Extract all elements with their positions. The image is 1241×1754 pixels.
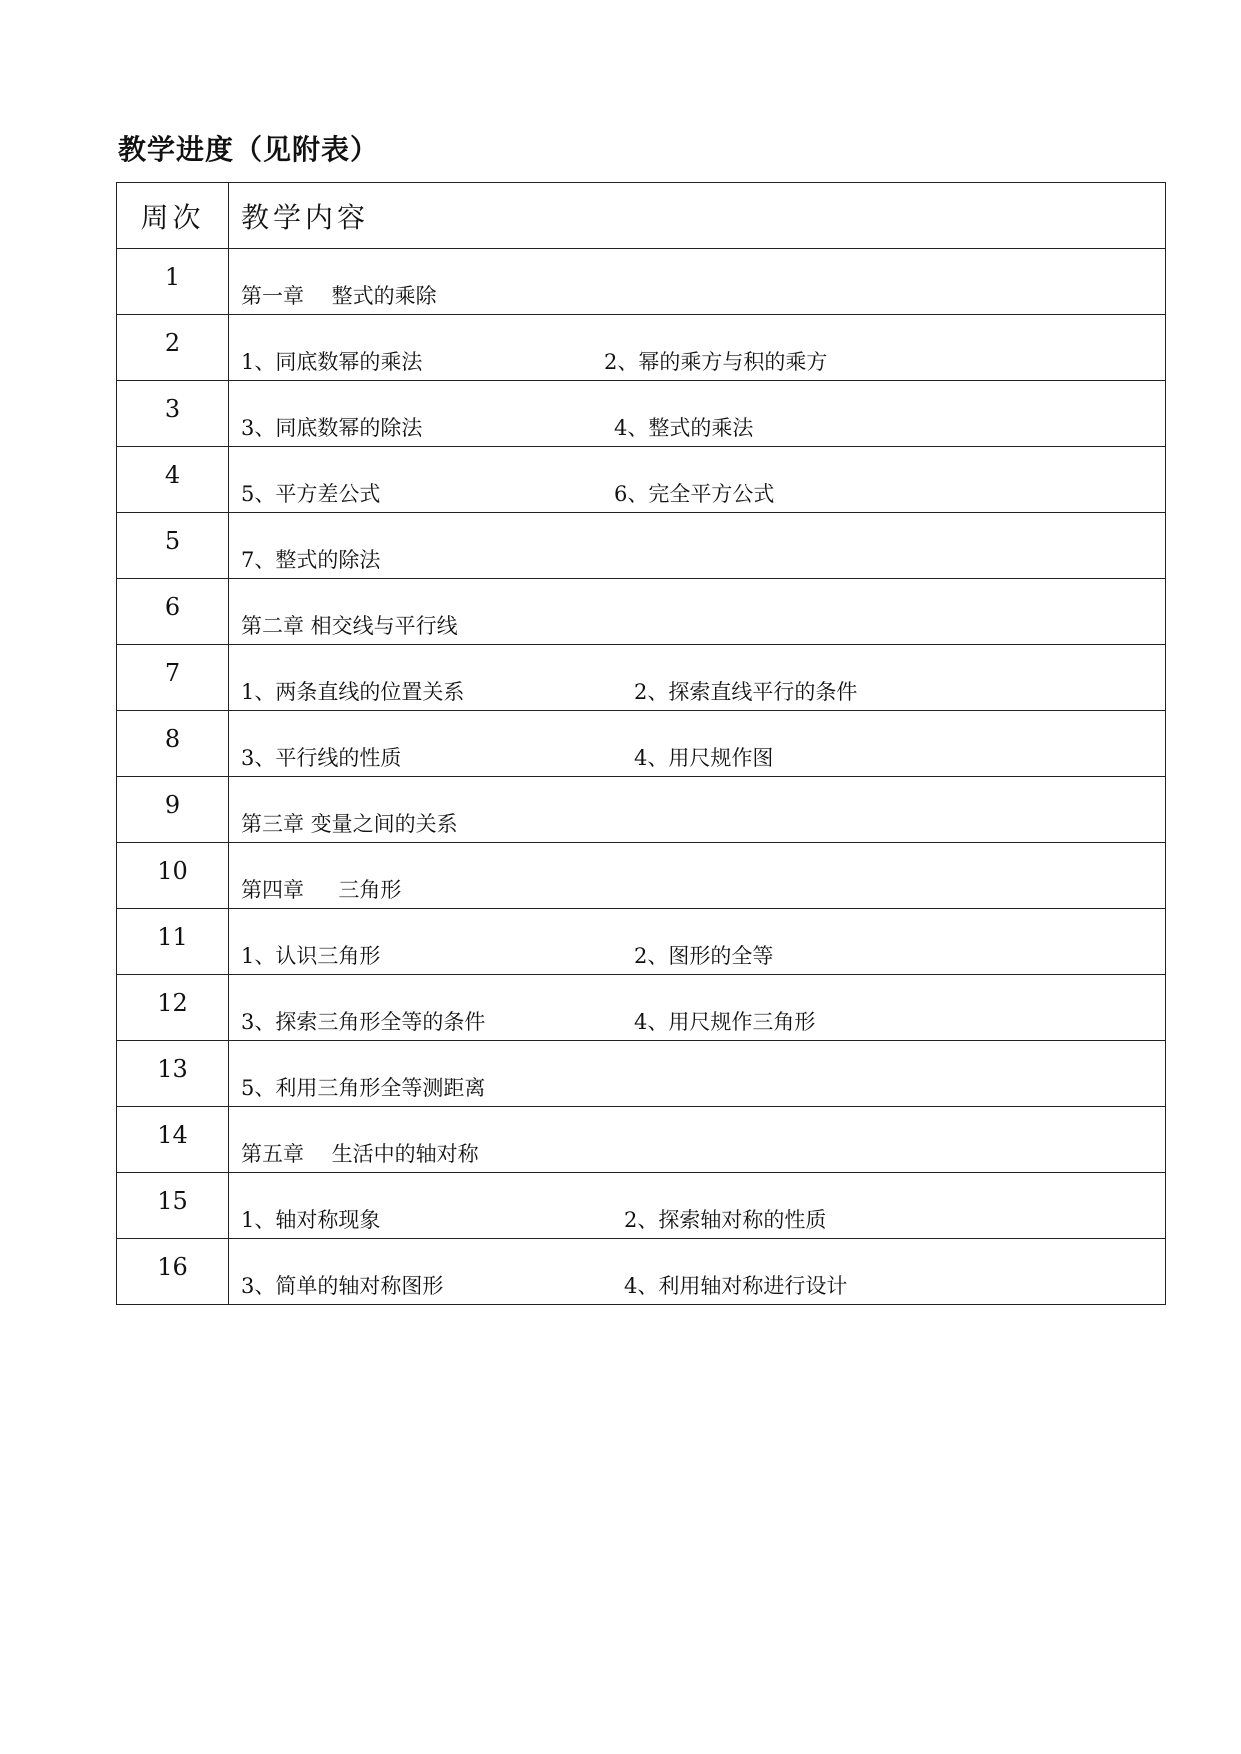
topic-primary: 第一章 整式的乘除 [241,284,437,308]
table-row [117,513,1166,579]
topic-primary: 3、探索三角形全等的条件 [241,1010,486,1034]
schedule-table [116,182,1166,1305]
week-number: 1 [117,249,229,315]
table-row [117,777,1166,843]
topic-secondary: 4、整式的乘法 [614,416,754,440]
week-number: 6 [117,579,229,645]
table-row [117,315,1166,381]
content-cell [229,381,1166,447]
content-cell [229,909,1166,975]
content-cell [229,1041,1166,1107]
week-number: 14 [117,1107,229,1173]
topic-secondary: 4、用尺规作三角形 [634,1010,816,1034]
content-cell [229,1239,1166,1305]
table-row [117,1107,1166,1173]
content-column-header: 教学内容 [229,183,1166,249]
table-row [117,447,1166,513]
topic-primary: 1、两条直线的位置关系 [241,680,465,704]
content-cell [229,249,1166,315]
week-number: 3 [117,381,229,447]
content-cell [229,645,1166,711]
content-cell [229,843,1166,909]
table-row [117,711,1166,777]
content-cell [229,513,1166,579]
table-row [117,645,1166,711]
table-row [117,579,1166,645]
topic-primary: 1、同底数幂的乘法 [241,350,423,374]
table-row [117,1041,1166,1107]
topic-primary: 第四章 三角形 [241,878,402,902]
topic-secondary: 6、完全平方公式 [614,482,775,506]
topic-primary: 1、认识三角形 [241,944,381,968]
content-cell [229,1173,1166,1239]
week-number: 7 [117,645,229,711]
week-column-header: 周次 [117,183,229,249]
week-number: 12 [117,975,229,1041]
topic-primary: 3、平行线的性质 [241,746,402,770]
topic-primary: 5、利用三角形全等测距离 [241,1076,486,1100]
content-cell [229,447,1166,513]
week-number: 10 [117,843,229,909]
topic-primary: 5、平方差公式 [241,482,381,506]
week-number: 15 [117,1173,229,1239]
topic-primary: 3、同底数幂的除法 [241,416,423,440]
week-number: 5 [117,513,229,579]
topic-secondary: 2、探索轴对称的性质 [624,1208,827,1232]
week-number: 9 [117,777,229,843]
topic-primary: 第二章 相交线与平行线 [241,614,458,638]
topic-primary: 第五章 生活中的轴对称 [241,1142,479,1166]
week-number: 13 [117,1041,229,1107]
topic-secondary: 2、幂的乘方与积的乘方 [604,350,828,374]
content-cell [229,975,1166,1041]
topic-primary: 7、整式的除法 [241,548,381,572]
content-cell [229,711,1166,777]
topic-primary: 3、简单的轴对称图形 [241,1274,444,1298]
topic-secondary: 2、图形的全等 [634,944,774,968]
topic-secondary: 4、利用轴对称进行设计 [624,1274,848,1298]
content-cell [229,1107,1166,1173]
topic-primary: 1、轴对称现象 [241,1208,381,1232]
page-title: 教学进度（见附表） [118,133,380,166]
table-row [117,1239,1166,1305]
table-row [117,1173,1166,1239]
table-row [117,975,1166,1041]
week-number: 16 [117,1239,229,1305]
week-number: 11 [117,909,229,975]
content-cell [229,777,1166,843]
content-cell [229,315,1166,381]
table-row [117,249,1166,315]
table-row [117,381,1166,447]
topic-primary: 第三章 变量之间的关系 [241,812,458,836]
topic-secondary: 4、用尺规作图 [634,746,774,770]
table-row [117,843,1166,909]
week-number: 8 [117,711,229,777]
week-number: 4 [117,447,229,513]
topic-secondary: 2、探索直线平行的条件 [634,680,858,704]
content-cell [229,579,1166,645]
table-header-row [117,183,1166,249]
table-row [117,909,1166,975]
week-number: 2 [117,315,229,381]
